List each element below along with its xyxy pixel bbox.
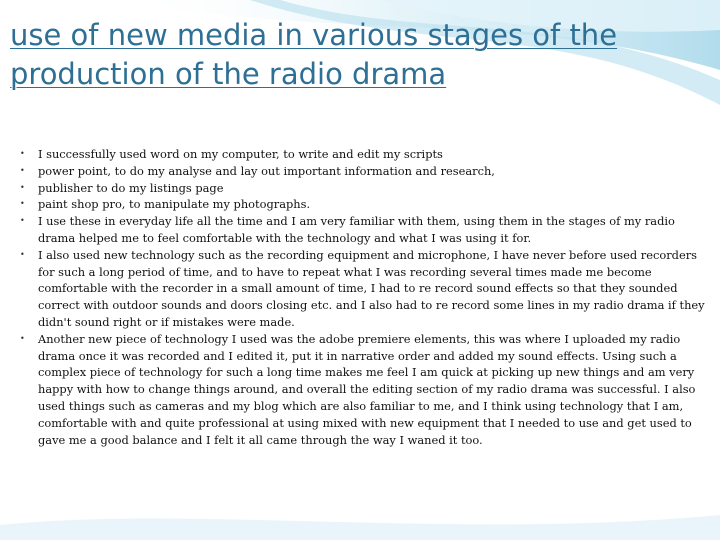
list-item — [20, 163, 710, 180]
bullet-icon: • — [20, 182, 25, 192]
bullet-icon: • — [20, 333, 25, 343]
list-item — [20, 213, 710, 247]
title-line: production of the radio drama — [10, 57, 447, 91]
bullet-icon: • — [20, 165, 25, 175]
bullet-icon: • — [20, 149, 25, 158]
list-item-text: Another new piece of technology I used was the adobe premiere elements, this was where I uploaded my radio drama once it was recorded and I edited it, put it in narrative order and added my sound effects. Using such a complex piece of technology for such a long time makes me feel I am quick at picking up new things and am very happy with how to change things around, and overall the editing section of my radio drama was successful. I also used things such as cameras and my blog which are also familiar to me, and I think using technology that I am, comfortable with and quite professional at using mixed with new equipment that I needed to use and get used to gave me a good balance and I felt it all came through the way I waned it too. — [38, 331, 696, 447]
slide-title — [10, 16, 670, 94]
list-item — [20, 180, 710, 197]
list-item-text: power point, to do my analyse and lay out important information and research, — [38, 163, 495, 178]
list-item-text: I also used new technology such as the recording equipment and microphone, I have never before used recorders for such a long period of time, and to have to repeat what I was recording several times made me become comfortable with the recorder in a small amount of time, I had to re record sound effects so that they sounded correct with outdoor sounds and doors closing etc. and I also had to re record some lines in my radio drama if they didn't sound right or if mistakes were made. — [38, 247, 705, 329]
list-item — [20, 146, 710, 163]
bullet-list — [20, 146, 710, 448]
list-item-text: I use these in everyday life all the time and I am very familiar with them, using them in the stages of my radio drama helped me to feel comfortable with the technology and what I was using it for. — [38, 214, 675, 245]
list-item — [20, 247, 710, 331]
list-item — [20, 331, 710, 449]
title-line: use of new media in various stages of the — [10, 18, 618, 52]
list-item-text: I successfully used word on my computer, to write and edit my scripts — [38, 147, 443, 161]
bullet-icon: • — [20, 249, 25, 259]
bullet-icon: • — [20, 216, 25, 226]
list-item-text: paint shop pro, to manipulate my photographs. — [38, 197, 311, 212]
bullet-icon: • — [20, 199, 25, 209]
list-item — [20, 196, 710, 213]
list-item-text: publisher to do my listings page — [38, 180, 224, 195]
